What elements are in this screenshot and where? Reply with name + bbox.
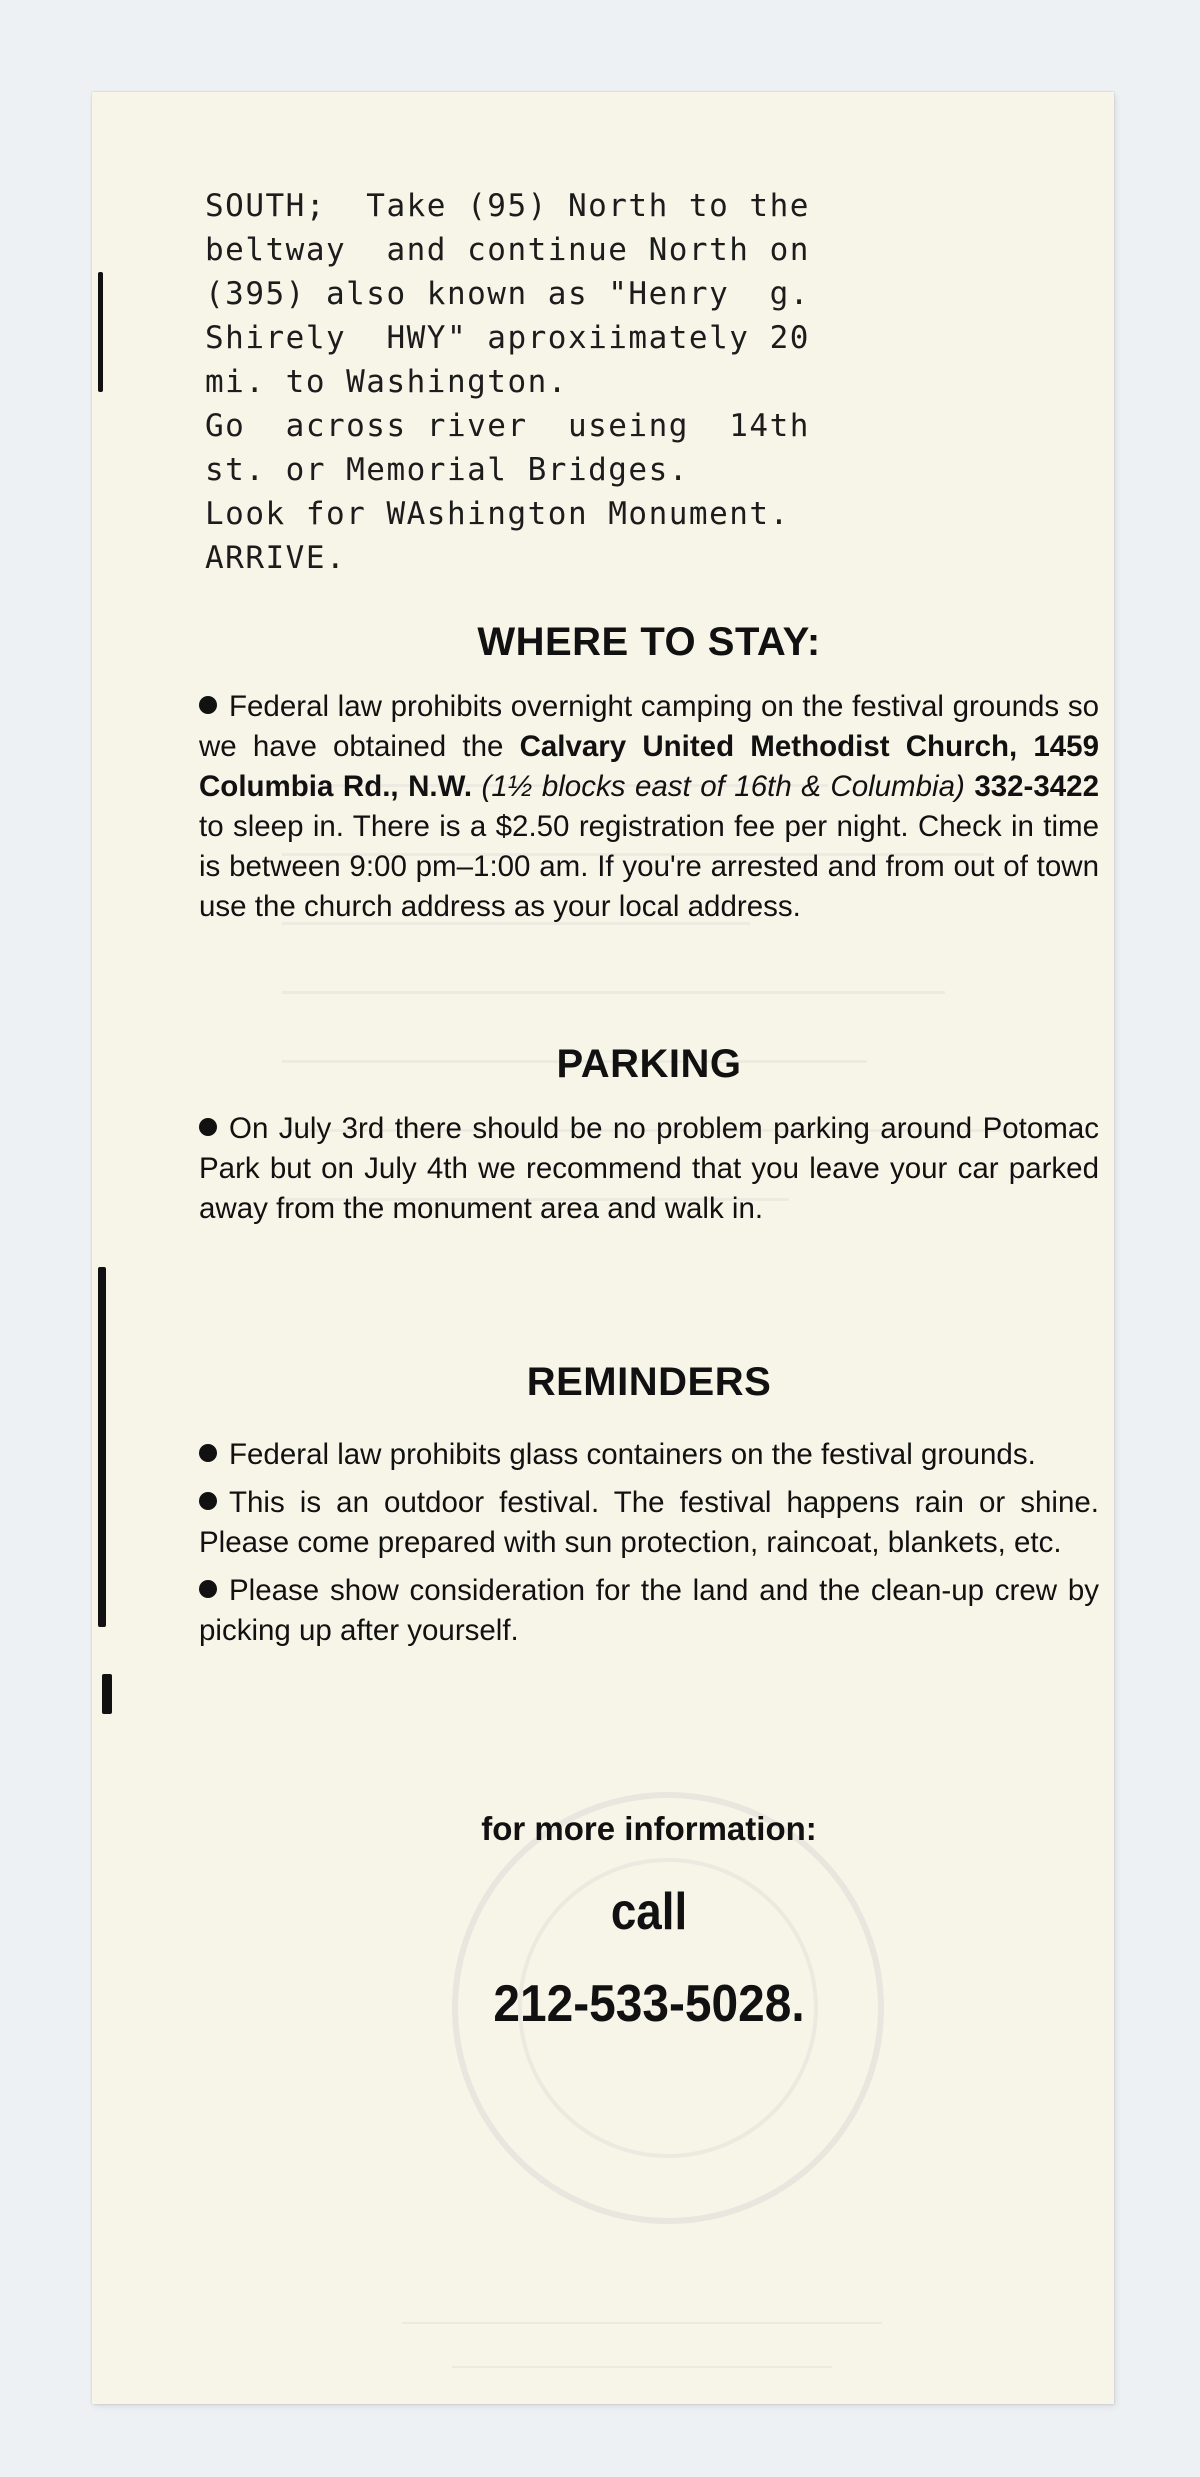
- directions-typed-text: [205, 184, 1105, 580]
- where-to-stay-heading: WHERE TO STAY:: [477, 620, 821, 664]
- left-edge-mark: [102, 1674, 112, 1714]
- contact-phone-number: 212-533-5028.: [493, 1975, 805, 2033]
- directions-line: Look for WAshington Monument.: [205, 496, 790, 532]
- bullet-icon: [199, 696, 217, 714]
- more-information-label: for more information:: [481, 1810, 817, 1847]
- reminder-text: Please show consideration for the land and the clean-up crew by picking up after yourself.: [199, 1574, 1099, 1647]
- reminder-item: [199, 1435, 1099, 1475]
- where-to-stay-paragraph: [199, 687, 1099, 927]
- church-phone: 332-3422: [974, 770, 1099, 803]
- directions-line: ARRIVE.: [205, 540, 347, 576]
- where-to-stay-text-1: Federal law prohibits overnight camping on the festival grounds so we have obtained the: [199, 690, 1099, 763]
- bullet-icon: [199, 1580, 217, 1598]
- reminders-section: [199, 1360, 1099, 1651]
- directions-line: (395) also known as "Henry g.: [205, 276, 810, 312]
- call-label: call: [610, 1883, 688, 1941]
- church-address: Calvary United Methodist Church, 1459 Columbia Rd., N.W.: [199, 730, 1099, 803]
- left-edge-mark: [98, 272, 103, 392]
- bullet-icon: [199, 1492, 217, 1510]
- bullet-icon: [199, 1118, 217, 1136]
- directions-line: Go across river useing 14th: [205, 408, 810, 444]
- directions-line: SOUTH; Take (95) North to the: [205, 188, 810, 224]
- reminder-item: [199, 1483, 1099, 1563]
- where-to-stay-section: [199, 620, 1099, 927]
- pamphlet-page: [92, 92, 1114, 2404]
- left-edge-mark: [98, 1267, 106, 1627]
- parking-heading: PARKING: [556, 1042, 742, 1086]
- reminders-heading: REMINDERS: [526, 1360, 772, 1404]
- reminder-text: Federal law prohibits glass containers on the festival grounds.: [229, 1438, 1036, 1471]
- directions-line: beltway and continue North on: [205, 232, 810, 268]
- reverse-side-caption-bleed: [362, 2290, 922, 2368]
- reminder-item: [199, 1571, 1099, 1651]
- bullet-icon: [199, 1444, 217, 1462]
- directions-line: st. or Memorial Bridges.: [205, 452, 689, 488]
- church-location-note: (1½ blocks east of 16th & Columbia): [481, 770, 965, 803]
- directions-line: mi. to Washington.: [205, 364, 568, 400]
- directions-line: Shirely HWY" aproxiimately 20: [205, 320, 810, 356]
- reminder-text: This is an outdoor festival. The festival happens rain or shine. Please come prepared with sun protection, raincoat, blankets, etc.: [199, 1486, 1099, 1559]
- parking-paragraph: [199, 1109, 1099, 1229]
- where-to-stay-text-2: to sleep in. There is a $2.50 registration fee per night. Check in time is between 9:00 pm–1:00 am. If you're arrested and from out of town use the church address as your local address.: [199, 810, 1099, 923]
- parking-section: [199, 1042, 1099, 1229]
- parking-text: On July 3rd there should be no problem parking around Potomac Park but on July 4th we recommend that you leave your car parked away from the monument area and walk in.: [199, 1112, 1099, 1225]
